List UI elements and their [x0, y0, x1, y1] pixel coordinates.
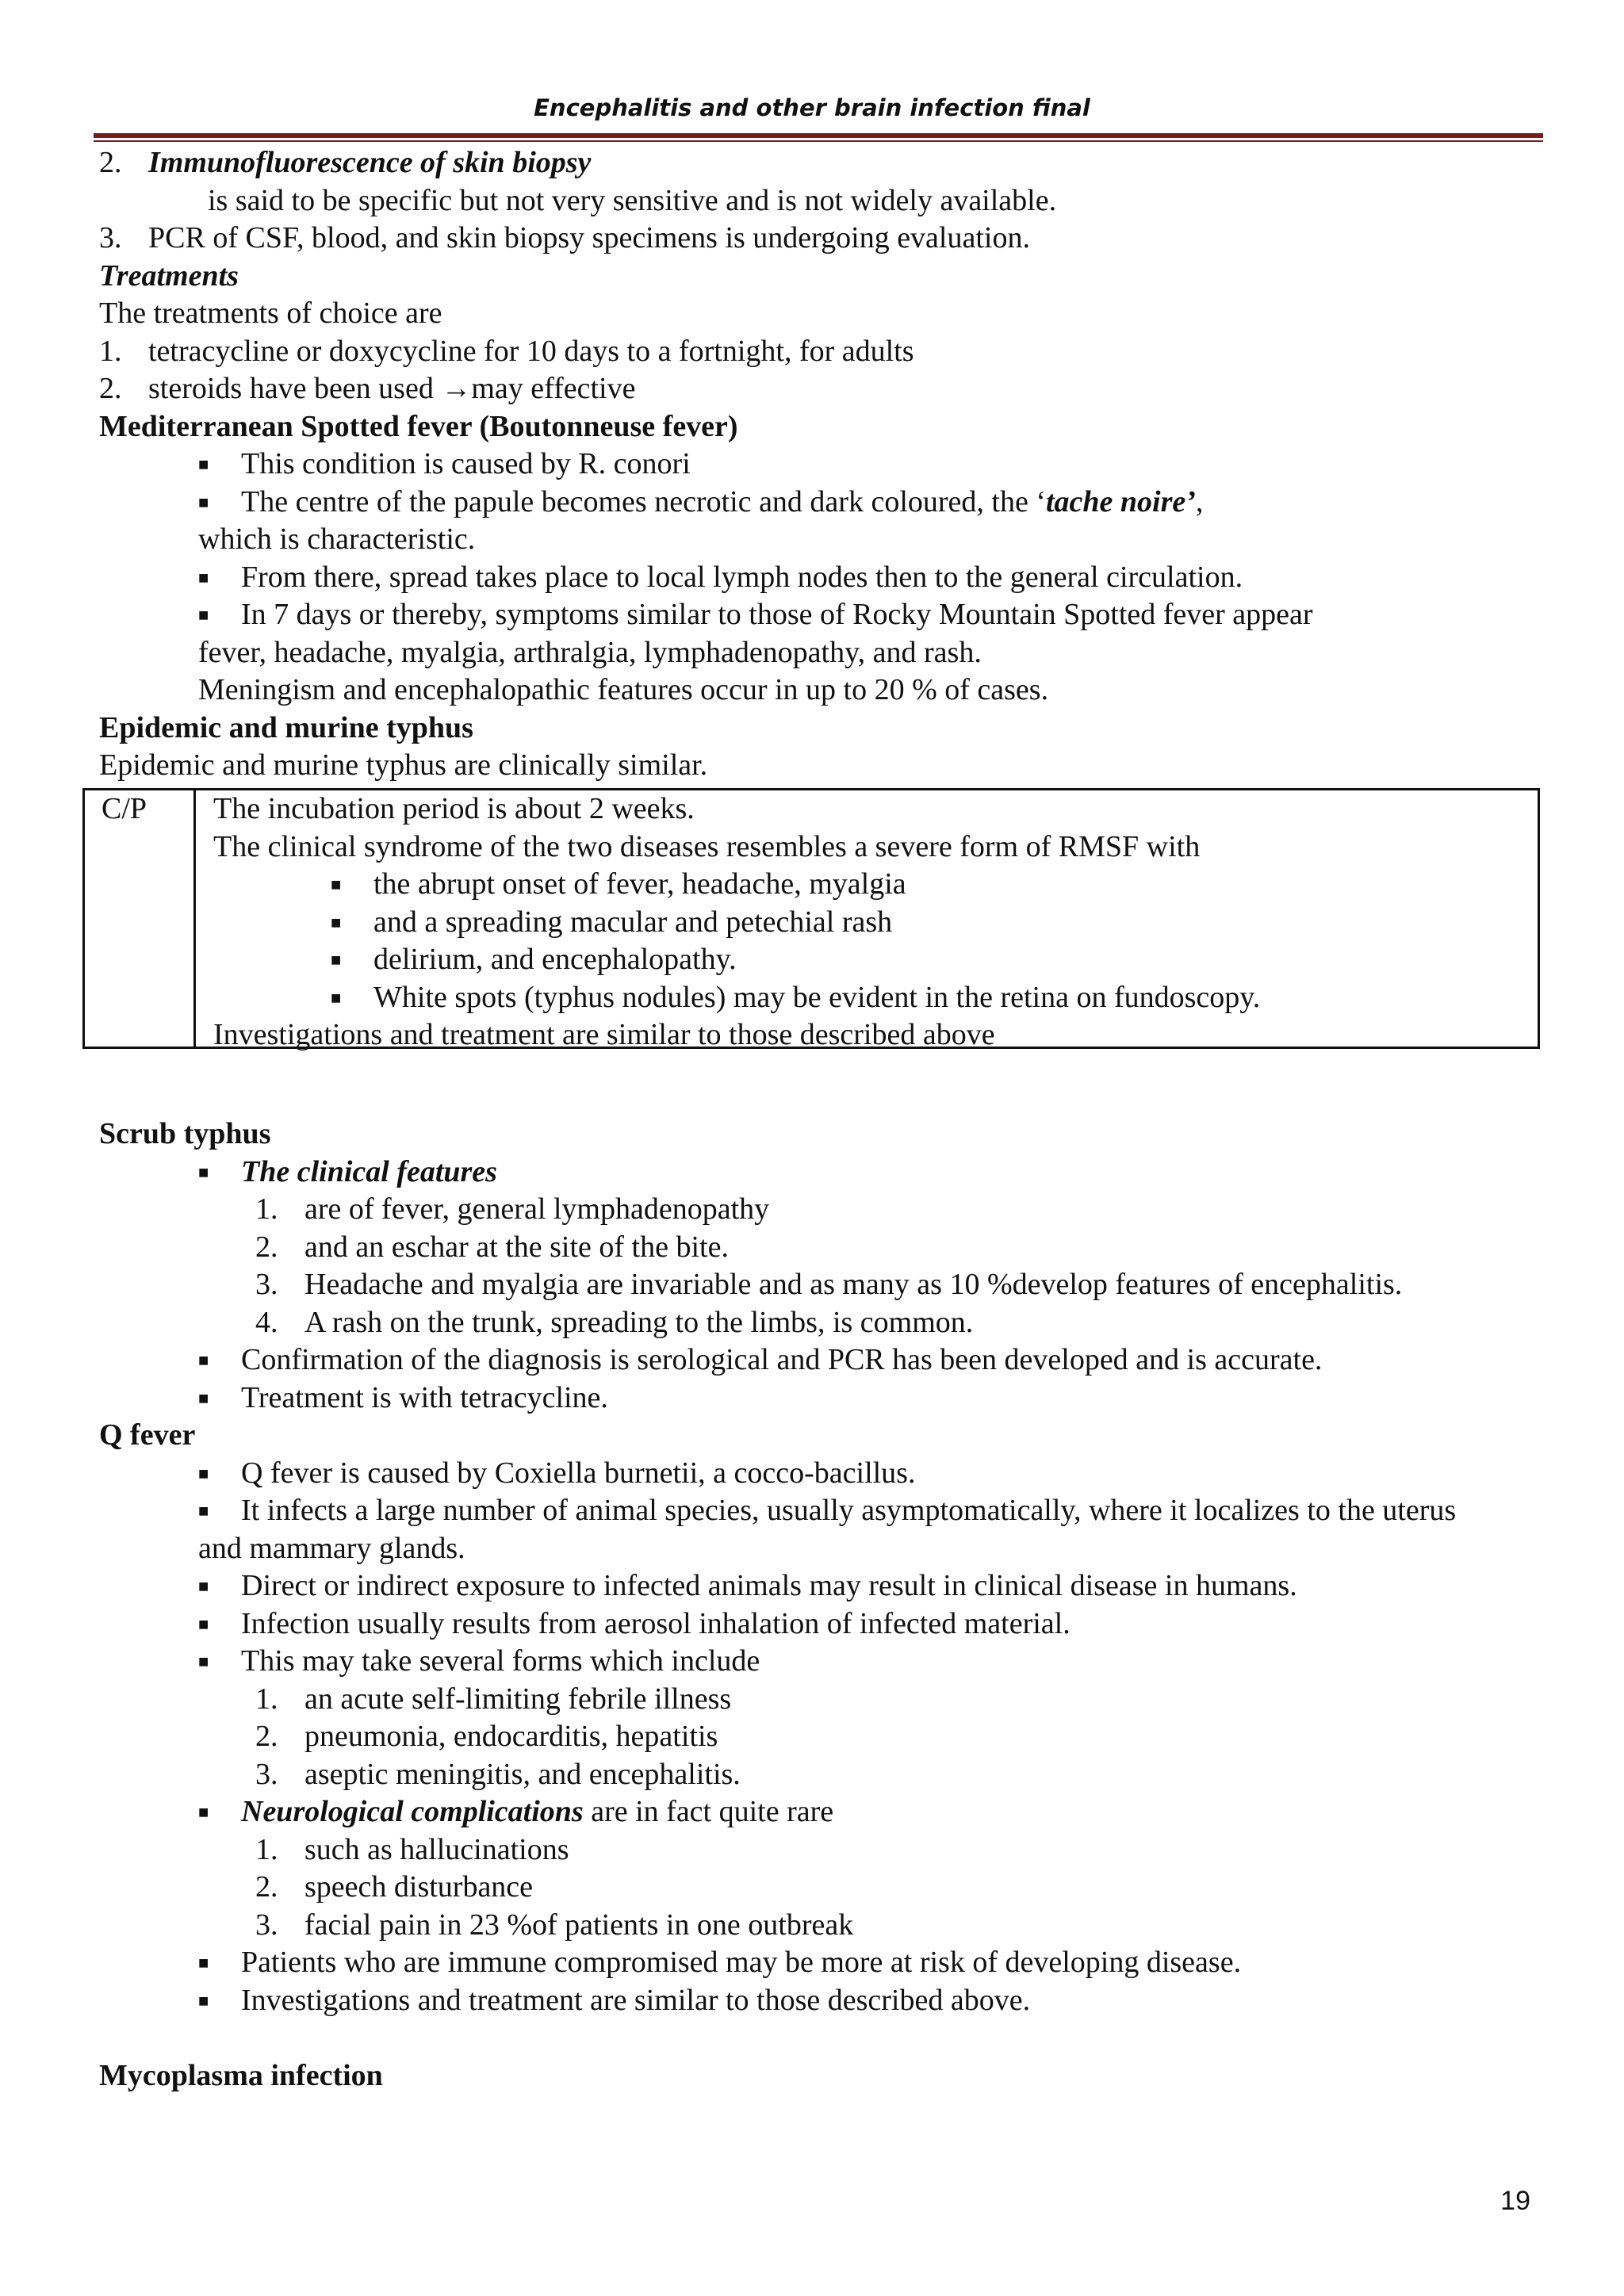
text-run: Patients who are immune compromised may be more at risk of developing disease. — [241, 1946, 1242, 1979]
text-run: and mammary glands. — [198, 1531, 465, 1565]
text-run: Confirmation of the diagnosis is serological and PCR has been developed and is accurate. — [241, 1343, 1323, 1376]
square-bullet-icon: ■ — [198, 454, 209, 474]
numbered-item — [0, 1718, 1624, 1756]
text-run: Infection usually results from aerosol inhalation of infected material. — [241, 1606, 1071, 1640]
text-run: an acute self-limiting febrile illness — [304, 1682, 732, 1716]
text-run: is said to be specific but not very sensitive and is not widely available. — [208, 183, 1057, 217]
text-line — [0, 521, 1624, 559]
text-run: speech disturbance — [304, 1870, 534, 1904]
text-line — [0, 2057, 1624, 2095]
square-bullet-icon: ■ — [198, 1387, 209, 1408]
running-header: Encephalitis and other brain infection final — [534, 94, 1090, 121]
item-number: 4. — [255, 1305, 278, 1339]
text-run: Neurological complications — [241, 1795, 584, 1828]
bullet-item — [213, 941, 1260, 979]
bullet-item — [213, 866, 1260, 904]
text-line — [0, 710, 1624, 748]
numbered-item — [0, 1907, 1624, 1945]
item-number: 3. — [255, 1908, 278, 1942]
text-run: In 7 days or thereby, symptoms similar to those of Rocky Mountain Spotted fever appear — [241, 598, 1313, 631]
text-run: Q fever — [99, 1418, 196, 1452]
text-run: are in fact quite rare — [583, 1795, 834, 1828]
text-line — [0, 182, 1624, 220]
text-run: and an eschar at the site of the bite. — [304, 1230, 729, 1264]
bullet-item — [0, 1944, 1624, 1982]
text-run: Treatments — [99, 258, 239, 293]
text-run: Mediterranean Spotted fever (Boutonneuse fever) — [99, 409, 738, 443]
item-number: 2. — [255, 1720, 278, 1753]
bullet-item — [0, 559, 1624, 597]
clinical-presentation-table — [82, 788, 1540, 1049]
text-block-upper — [0, 144, 1624, 785]
item-number: 3. — [255, 1268, 278, 1301]
text-run: This condition is caused by R. conori — [241, 447, 691, 480]
text-run: such as hallucinations — [304, 1832, 569, 1866]
bullet-item — [0, 1154, 1624, 1192]
table-column-divider — [193, 790, 196, 1047]
text-run: From there, spread takes place to local lymph nodes then to the general circulation. — [241, 560, 1243, 594]
text-line — [0, 634, 1624, 672]
text-run: tetracycline or doxycycline for 10 days to a fortnight, for adults — [148, 334, 914, 368]
text-run: PCR of CSF, blood, and skin biopsy specimens is undergoing evaluation. — [148, 221, 1030, 254]
bullet-item — [0, 596, 1624, 634]
bullet-item — [0, 1643, 1624, 1681]
text-run: delirium, and encephalopathy. — [373, 943, 737, 976]
text-run: Q fever is caused by Coxiella burnetii, a cocco-bacillus. — [241, 1456, 916, 1490]
text-run: Direct or indirect exposure to infected animals may result in clinical disease in humans. — [241, 1569, 1297, 1602]
square-bullet-icon: ■ — [198, 567, 209, 587]
numbered-item — [0, 144, 1624, 182]
bullet-item — [0, 484, 1624, 522]
text-line — [0, 1417, 1624, 1455]
text-run: which is characteristic. — [198, 522, 476, 556]
square-bullet-icon: ■ — [198, 1651, 209, 1671]
text-run: The treatments of choice are — [99, 297, 442, 330]
text-run: Immunofluorescence of skin biopsy — [148, 146, 592, 179]
text-run: The clinical syndrome of the two diseases resembles a severe form of RMSF with — [213, 829, 1201, 863]
square-bullet-icon: ■ — [198, 1990, 209, 2011]
bullet-item — [213, 904, 1260, 942]
square-bullet-icon: ■ — [331, 874, 342, 894]
text-run: , — [1195, 484, 1204, 519]
text-run: The incubation period is about 2 weeks. — [213, 792, 695, 825]
text-line — [0, 258, 1624, 296]
page-number: 19 — [1500, 2186, 1530, 2216]
item-number: 2. — [255, 1230, 278, 1264]
text-run: and a spreading macular and petechial rash — [373, 905, 893, 939]
text-run: It infects a large number of animal species, usually asymptomatically, where it localizes to the uterus — [241, 1494, 1457, 1527]
text-run: facial pain in 23 %of patients in one outbreak — [304, 1908, 854, 1942]
text-run: The clinical features — [241, 1154, 497, 1188]
header-rule-thick — [94, 133, 1543, 138]
text-line — [0, 672, 1624, 710]
item-number: 1. — [255, 1682, 278, 1716]
text-run: The centre of the papule becomes necrotic and dark coloured, the ‘ — [241, 484, 1046, 519]
numbered-item — [0, 1191, 1624, 1229]
square-bullet-icon: ■ — [198, 1161, 209, 1182]
text-run: White spots (typhus nodules) may be evident in the retina on fundoscopy. — [373, 980, 1261, 1014]
square-bullet-icon: ■ — [331, 912, 342, 932]
text-run: aseptic meningitis, and encephalitis. — [304, 1757, 741, 1791]
square-bullet-icon: ■ — [198, 605, 209, 625]
text-run: Epidemic and murine typhus — [99, 710, 473, 744]
square-bullet-icon: ■ — [198, 492, 209, 512]
text-run: Treatment is with tetracycline. — [241, 1380, 608, 1414]
square-bullet-icon: ■ — [331, 987, 342, 1008]
bullet-item — [0, 1982, 1624, 2020]
item-number: 1. — [255, 1832, 278, 1866]
numbered-item — [0, 1229, 1624, 1267]
square-bullet-icon: ■ — [331, 950, 342, 970]
text-run: Meningism and encephalopathic features occur in up to 20 % of cases. — [198, 673, 1049, 706]
text-line — [213, 828, 1260, 867]
item-number: 2. — [99, 146, 122, 179]
text-run: are of fever, general lymphadenopathy — [304, 1192, 770, 1226]
item-number: 2. — [99, 372, 122, 405]
bullet-item — [0, 1492, 1624, 1530]
bullet-item — [213, 979, 1260, 1017]
text-run: Investigations and treatment are similar to those described above. — [241, 1983, 1031, 2017]
table-label-cell: C/P — [102, 792, 147, 825]
text-line — [0, 295, 1624, 333]
text-run: fever, headache, myalgia, arthralgia, lymphadenopathy, and rash. — [198, 635, 982, 669]
item-number: 1. — [99, 334, 122, 368]
text-line — [0, 408, 1624, 446]
square-bullet-icon: ■ — [198, 1613, 209, 1634]
text-line — [0, 2019, 1624, 2057]
text-line — [213, 1016, 1260, 1054]
text-run: Mycoplasma infection — [99, 2058, 383, 2092]
square-bullet-icon: ■ — [198, 1350, 209, 1370]
text-run: pneumonia, endocarditis, hepatitis — [304, 1720, 718, 1753]
square-bullet-icon: ■ — [198, 1501, 209, 1521]
text-run: Scrub typhus — [99, 1117, 271, 1150]
bullet-item — [0, 1341, 1624, 1380]
numbered-item — [0, 1266, 1624, 1304]
bullet-item — [0, 1793, 1624, 1831]
bullet-item — [0, 1455, 1624, 1493]
text-run: tache noire’ — [1045, 484, 1196, 519]
text-run: This may take several forms which include — [241, 1644, 760, 1678]
text-line — [0, 747, 1624, 785]
text-run: Investigations and treatment are similar to those described above — [213, 1018, 995, 1051]
numbered-item — [0, 220, 1624, 258]
square-bullet-icon: ■ — [198, 1802, 209, 1822]
numbered-item — [0, 1756, 1624, 1794]
bullet-item — [0, 1605, 1624, 1644]
text-run: the abrupt onset of fever, headache, myalgia — [373, 867, 906, 901]
numbered-item — [0, 1831, 1624, 1869]
text-run: Headache and myalgia are invariable and as many as 10 %develop features of encephalitis. — [304, 1268, 1403, 1301]
numbered-item — [0, 1304, 1624, 1342]
item-number: 3. — [255, 1757, 278, 1791]
bullet-item — [0, 1567, 1624, 1605]
text-line — [0, 1530, 1624, 1568]
numbered-item — [0, 333, 1624, 371]
table-content-cell — [213, 790, 1260, 1054]
header-rule-thin — [94, 140, 1543, 142]
text-run: A rash on the trunk, spreading to the limbs, is common. — [304, 1305, 974, 1339]
text-line — [213, 790, 1260, 828]
text-line — [0, 1115, 1624, 1154]
item-number: 2. — [255, 1870, 278, 1904]
square-bullet-icon: ■ — [198, 1576, 209, 1596]
numbered-item — [0, 1869, 1624, 1907]
numbered-item — [0, 370, 1624, 408]
text-run: Epidemic and murine typhus are clinically similar. — [99, 748, 708, 782]
bullet-item — [0, 1380, 1624, 1418]
bullet-item — [0, 446, 1624, 484]
square-bullet-icon: ■ — [198, 1953, 209, 1973]
square-bullet-icon: ■ — [198, 1463, 209, 1483]
numbered-item — [0, 1681, 1624, 1719]
item-number: 1. — [255, 1192, 278, 1226]
text-block-lower — [0, 1115, 1624, 2095]
item-number: 3. — [99, 221, 122, 254]
text-run: steroids have been used →may effective — [148, 372, 636, 405]
